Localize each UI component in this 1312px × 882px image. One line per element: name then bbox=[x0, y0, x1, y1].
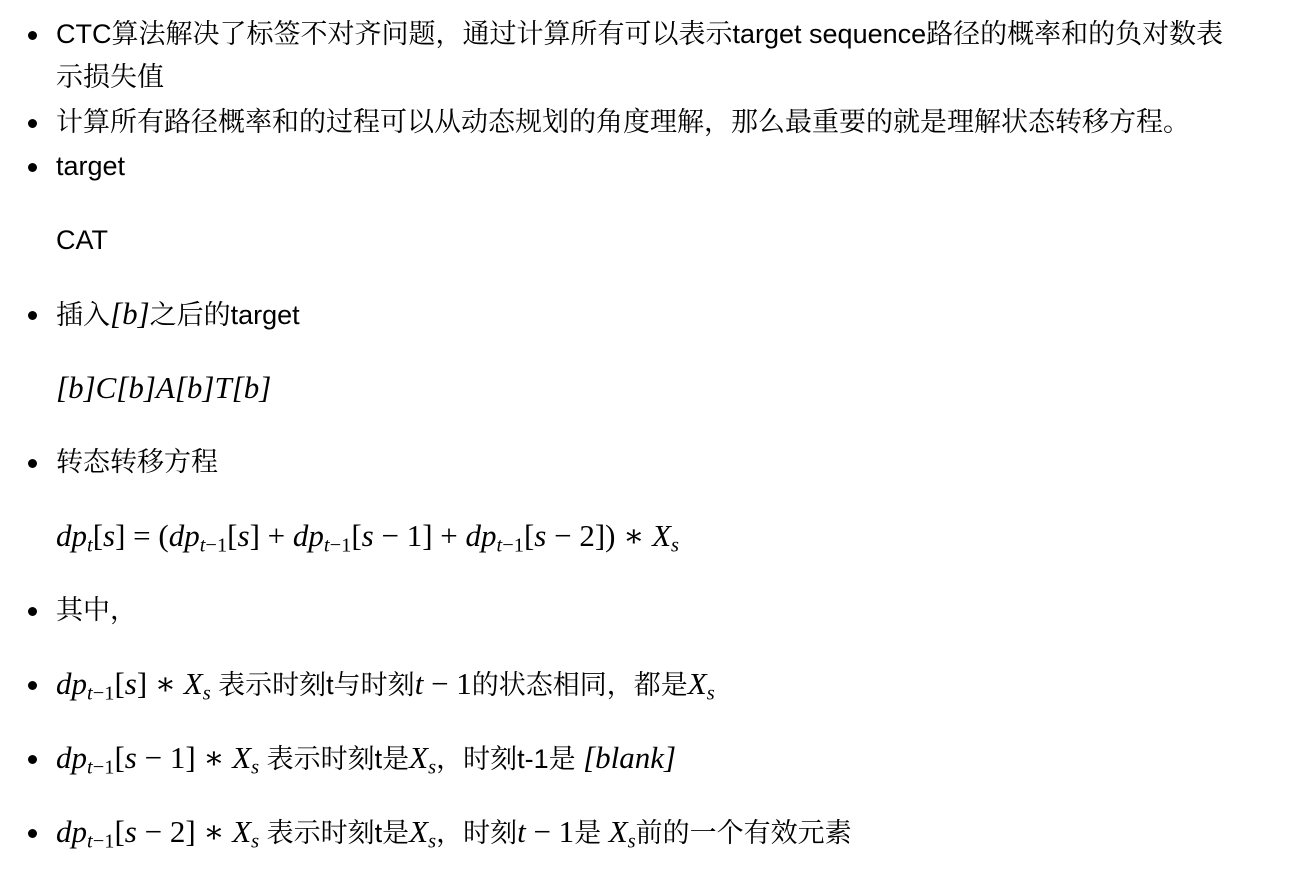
insert-prefix: 插入 bbox=[56, 300, 110, 330]
insert-suffix: 之后的target bbox=[149, 300, 300, 330]
explain-same-state: $dp_{t-1}[s]$ ∗ $X_s$ 表示时刻t与时刻t − 1的状态相同，都是$X_s$ bbox=[56, 666, 715, 705]
blank-token: [blank] bbox=[583, 740, 677, 775]
bullet bbox=[28, 163, 37, 172]
bullet bbox=[28, 311, 37, 320]
explain-valid-is: 是 bbox=[574, 818, 602, 848]
transition-equation: $dp_t[s] = (dp_{t-1}[s] + dp_{t-1}[s - 1] + dp_{t-1}[s - 2])$ ∗ $X_s$ bbox=[56, 518, 679, 557]
bullet bbox=[28, 681, 37, 690]
bullet bbox=[28, 755, 37, 764]
explain-blank-state: $dp_{t-1}[s - 1]$ ∗ $X_s$ 表示时刻t是$X_s$，时刻t-1是 [blank] bbox=[56, 740, 677, 779]
bullet bbox=[28, 829, 37, 838]
explain-blank-tail: ，时刻t-1是 bbox=[436, 744, 576, 774]
insert-blank-heading bbox=[56, 294, 300, 335]
explain-blank-text: 表示时刻t是 bbox=[266, 744, 410, 774]
target-label: target bbox=[56, 151, 126, 181]
where-label: 其中， bbox=[56, 595, 137, 625]
explain-valid-element: $dp_{t-1}[s - 2]$ ∗ $X_s$ 表示时刻t是$X_s$，时刻t − 1是 $X_s$前的一个有效元素 bbox=[56, 814, 852, 853]
explain-valid-text: 表示时刻t是 bbox=[266, 818, 410, 848]
explain-valid-tail: 前的一个有效元素 bbox=[635, 818, 852, 848]
bullet bbox=[28, 31, 37, 40]
bullet bbox=[28, 607, 37, 616]
explain-valid-mid: ，时刻 bbox=[436, 818, 518, 848]
dp-intro-text: 计算所有路径概率和的过程可以从动态规划的角度理解，那么最重要的就是理解状态转移方程。 bbox=[56, 107, 1190, 137]
ctc-intro-line2: 示损失值 bbox=[56, 62, 164, 92]
explain-same-state-tail: 的状态相同，都是 bbox=[471, 670, 688, 700]
bullet bbox=[28, 119, 37, 128]
transition-heading: 转态转移方程 bbox=[56, 447, 218, 477]
target-with-blanks: [b]C[b]A[b]T[b] bbox=[56, 370, 272, 405]
explain-same-state-text: 表示时刻t与时刻 bbox=[218, 670, 415, 700]
target-value: CAT bbox=[56, 225, 108, 255]
bullet bbox=[28, 459, 37, 468]
ctc-intro-line1: CTC算法解决了标签不对齐问题，通过计算所有可以表示target sequence路径的概率和的负对数表 bbox=[56, 19, 1224, 49]
blank-symbol: [b] bbox=[110, 296, 150, 331]
